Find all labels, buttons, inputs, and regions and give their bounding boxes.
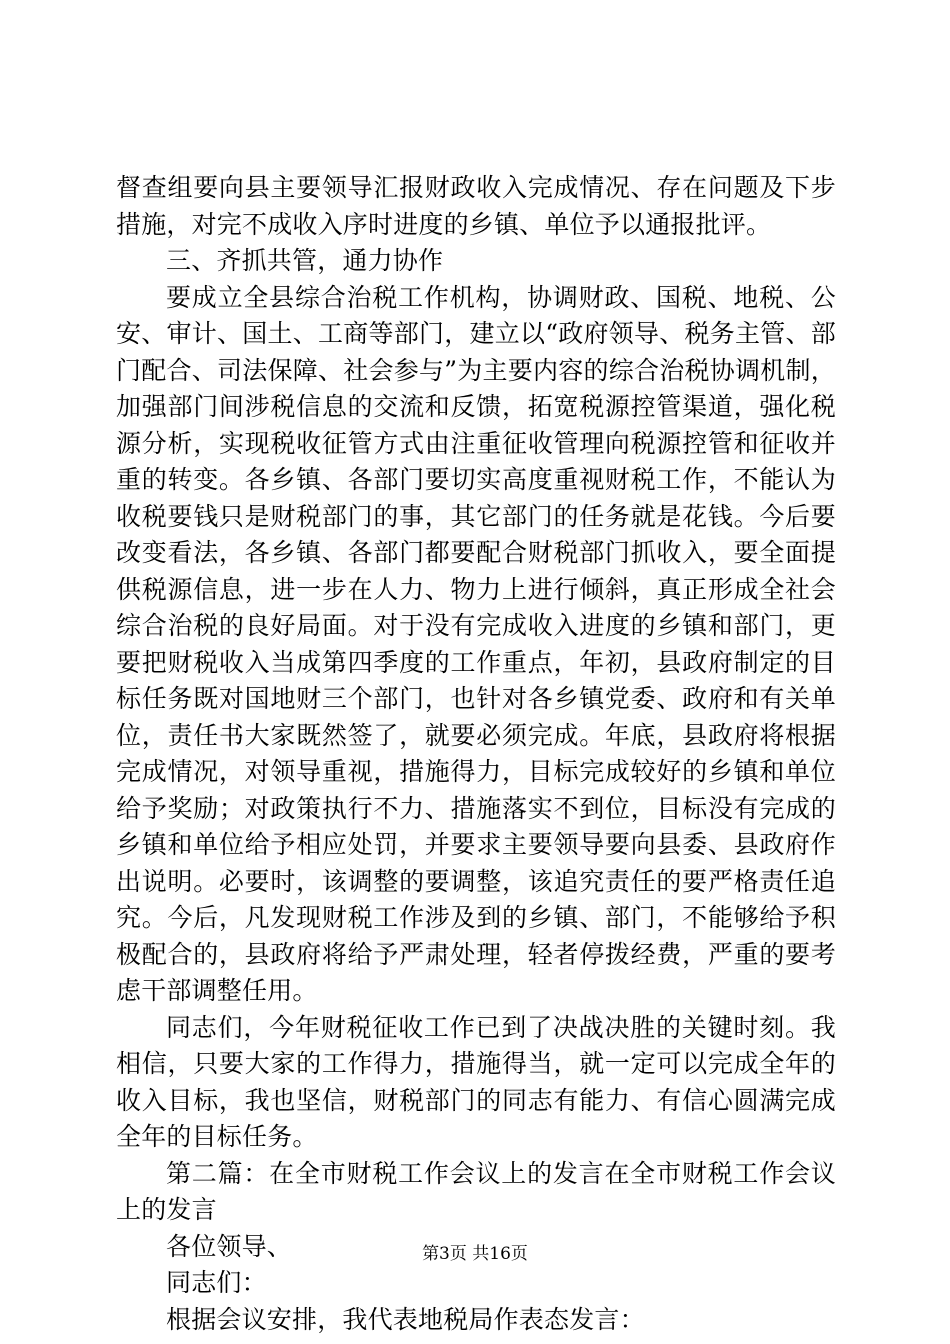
- salutation-leaders: 各位领导、: [166, 1231, 293, 1261]
- paragraph-continuation: 督查组要向县主要领导汇报财政收入完成情况、存在问题及下步措施，对完不成收入序时进度的乡镇、单位予以通报批评。: [116, 173, 836, 239]
- page-number-footer: 第3页 共16页: [422, 1244, 528, 1264]
- paragraph-opening: 根据会议安排，我代表地税局作表态发言：: [166, 1304, 645, 1334]
- paragraph-closing: 同志们，今年财税征收工作已到了决战决胜的关键时刻。我相信，只要大家的工作得力，措施得当，就一定可以完成全年的收入目标，我也坚信，财税部门的同志有能力、有信心圆满完成全年的目标任务。: [116, 1012, 836, 1151]
- paragraph-body: 要成立全县综合治税工作机构，协调财政、国税、地税、公安、审计、国土、工商等部门，建立以“政府领导、税务主管、部门配合、司法保障、社会参与”为主要内容的综合治税协调机制，加强部门间涉税信息的交流和反馈，拓宽税源控管渠道，强化税源分析，实现税收征管方式由注重征收管理向税源控管和征收并重的转变。各乡镇、各部门要切实高度重视财税工作，不能认为收税要钱只是财税部门的事，其它部门的任务就是花钱。今后要改变看法，各乡镇、各部门都要配合财税部门抓收入，要全面提供税源信息，进一步在人力、物力上进行倾斜，真正形成全社会综合治税的良好局面。对于没有完成收入进度的乡镇和部门，更要把财税收入当成第四季度的工作重点，年初，县政府制定的目标任务既对国地财三个部门，也针对各乡镇党委、政府和有关单位，责任书大家既然签了，就要必须完成。年底，县政府将根据完成情况，对领导重视，措施得力，目标完成较好的乡镇和单位给予奖励；对政策执行不力、措施落实不到位，目标没有完成的乡镇和单位给予相应处罚，并要求主要领导要向县委、县政府作出说明。必要时，该调整的要调整，该追究责任的要严格责任追究。今后，凡发现财税工作涉及到的乡镇、部门，不能够给予积极配合的，县政府将给予严肃处理，轻者停拨经费，严重的要考虑干部调整任用。: [116, 282, 836, 1005]
- chapter-title: 第二篇：在全市财税工作会议上的发言在全市财税工作会议上的发言: [116, 1158, 836, 1224]
- section-heading: 三、齐抓共管，通力协作: [166, 246, 444, 275]
- salutation-comrades: 同志们：: [166, 1268, 267, 1297]
- document-body: [116, 170, 836, 1338]
